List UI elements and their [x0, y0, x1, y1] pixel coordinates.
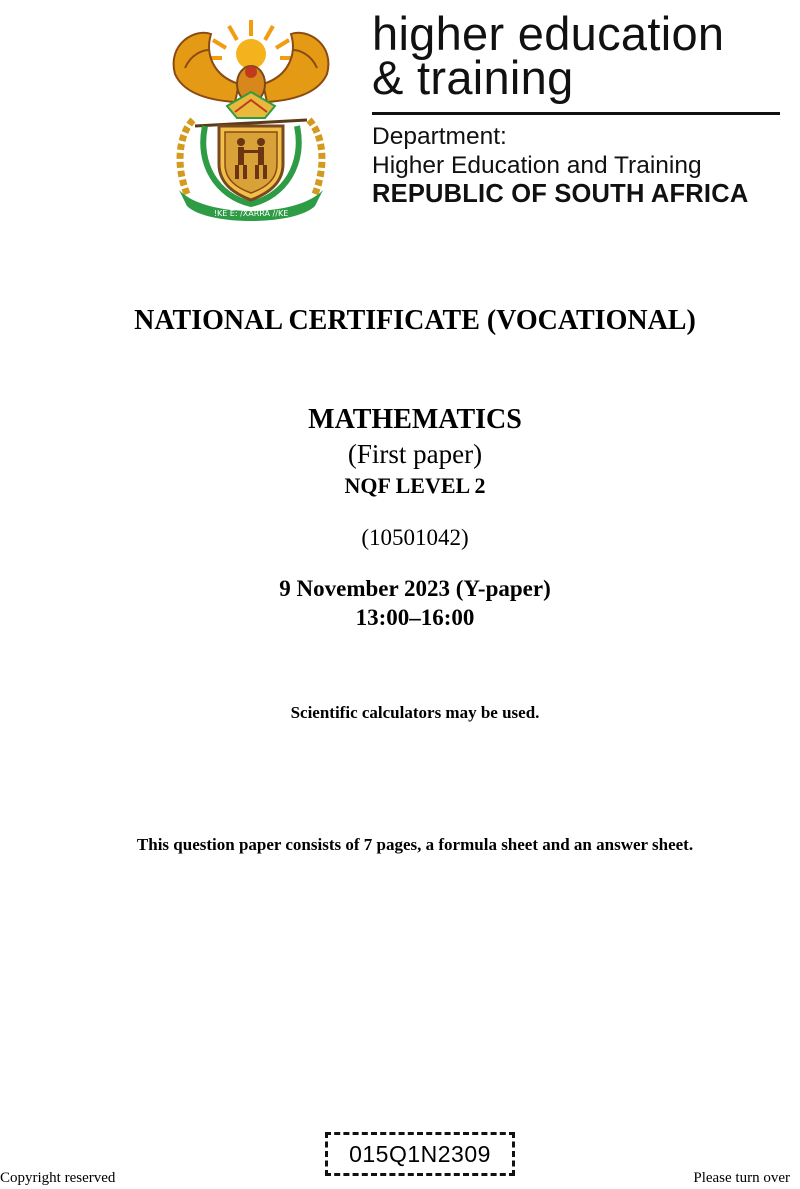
exam-date: 9 November 2023 (Y-paper): [279, 576, 551, 601]
turn-over-note: Please turn over: [693, 1170, 790, 1186]
department-name: Higher Education and Training: [372, 152, 702, 179]
certificate-title: NATIONAL CERTIFICATE (VOCATIONAL): [134, 305, 696, 336]
country-name: REPUBLIC OF SOUTH AFRICA: [372, 180, 749, 208]
paper-code-box: 015Q1N2309: [325, 1132, 515, 1176]
sun-icon: [207, 20, 295, 69]
department-brand: [372, 7, 787, 209]
subject-title: MATHEMATICS: [308, 404, 522, 435]
subject-code: (10501042): [361, 525, 469, 550]
paper-contents-note: This question paper consists of 7 pages, a formula sheet and an answer sheet.: [136, 835, 694, 854]
brand-title-line2: & training: [372, 51, 574, 104]
nqf-level: NQF LEVEL 2: [344, 473, 486, 498]
department-label: Department:: [372, 123, 507, 150]
coat-of-arms-logo: [165, 14, 337, 224]
exam-time: 13:00–16:00: [355, 605, 475, 630]
brand-divider: [372, 112, 780, 115]
paper-label: (First paper): [347, 439, 483, 469]
coat-of-arms-icon: [165, 14, 337, 224]
copyright-notice: Copyright reserved: [0, 1170, 116, 1186]
brand-title-line1: higher education: [372, 7, 725, 60]
crest-motto: !KE E: /XARRA //KE: [213, 209, 289, 218]
calculator-note: Scientific calculators may be used.: [290, 703, 540, 722]
